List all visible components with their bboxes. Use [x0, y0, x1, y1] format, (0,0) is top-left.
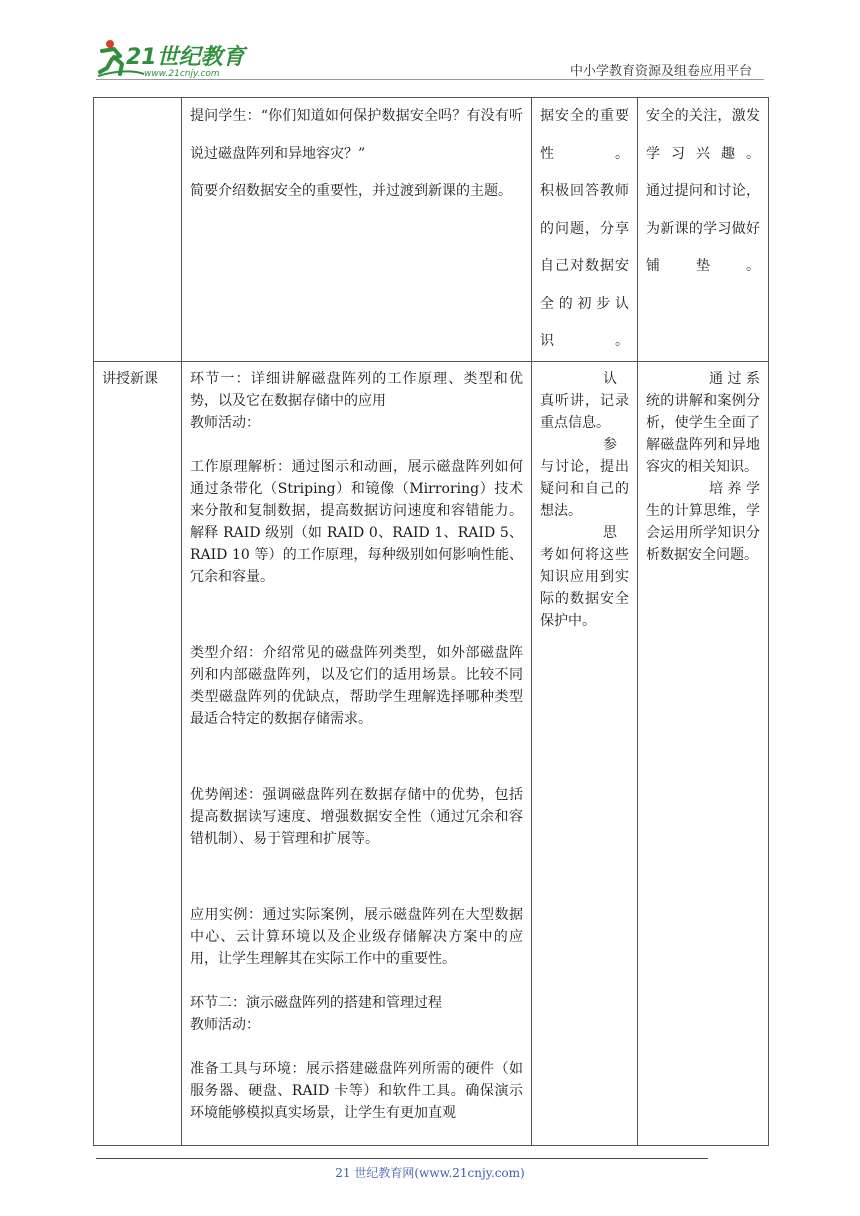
intent-text-1: 安全的关注，激发学习兴趣。	[646, 108, 760, 162]
design-intent-cell	[638, 361, 769, 1145]
teacher-activity-label-2: 教师活动：	[190, 1016, 260, 1033]
student-think: 思考如何将这些知识应用到实际的数据安全保护中。	[540, 524, 629, 629]
intent-thinking: 培养学生的计算思维，学会运用所学知识分析数据安全问题。	[646, 480, 760, 563]
prepare-paragraph: 准备工具与环境：展示搭建磁盘阵列所需的硬件（如服务器、硬盘、RAID 卡等）和软件工具。确保演示环境能够模拟真实场景，让学生有更加直观	[190, 1060, 523, 1121]
student-activity-cell	[532, 361, 638, 1145]
intro-question: 提问学生：“你们知道如何保护数据安全吗？有没有听说过磁盘阵列和异地容灾？”	[190, 108, 523, 162]
stage-cell-empty	[94, 98, 182, 362]
section-1-title: 环节一：详细讲解磁盘阵列的工作原理、类型和优势，以及它在数据存储中的应用	[190, 370, 523, 409]
teacher-activity-cell	[182, 98, 532, 362]
runner-logo-icon	[96, 38, 266, 80]
footer-text: 21 世纪教育网(www.21cnjy.com)	[335, 1166, 525, 1180]
stage-cell	[94, 361, 182, 1145]
table-row-intro	[94, 98, 769, 362]
footer-divider	[96, 1158, 708, 1159]
stage-label: 讲授新课	[102, 370, 158, 387]
lesson-plan-table	[93, 97, 769, 1146]
types-paragraph: 类型介绍：介绍常见的磁盘阵列类型，如外部磁盘阵列和内部磁盘阵列，以及它们的适用场景。比较不同类型磁盘阵列的优缺点，帮助学生理解选择哪种类型最适合特定的数据存储需求。	[190, 644, 523, 727]
logo	[96, 38, 266, 80]
student-activity-cell	[532, 98, 638, 362]
header-divider	[96, 79, 764, 80]
design-intent-cell	[638, 98, 769, 362]
intent-text-2: 通过提问和讨论，为新课的学习做好铺垫。	[646, 183, 760, 274]
teacher-activity-cell	[182, 361, 532, 1145]
teacher-activity-label-1: 教师活动：	[190, 414, 260, 431]
platform-name: 中小学教育资源及组卷应用平台	[569, 64, 752, 79]
svg-text:www.21cnjy.com: www.21cnjy.com	[144, 69, 220, 79]
examples-paragraph: 应用实例：通过实际案例，展示磁盘阵列在大型数据中心、云计算环境以及企业级存储解决方案中的应用，让学生理解其在实际工作中的重要性。	[190, 906, 523, 967]
advantages-paragraph: 优势阐述：强调磁盘阵列在数据存储中的优势，包括提高数据读写速度、增强数据安全性（通过冗余和容错机制）、易于管理和扩展等。	[190, 786, 523, 847]
table-row-new-lesson	[94, 361, 769, 1145]
intro-summary: 简要介绍数据安全的重要性，并过渡到新课的主题。	[190, 183, 512, 199]
student-discuss: 参与讨论，提出疑问和自己的想法。	[540, 436, 629, 519]
section-2-title: 环节二：演示磁盘阵列的搭建和管理过程	[190, 994, 442, 1011]
student-listen: 认真听讲，记录重点信息。	[540, 370, 629, 431]
intent-system: 通过系统的讲解和案例分析，使学生全面了解磁盘阵列和异地容灾的相关知识。	[646, 370, 760, 475]
student-text-2: 积极回答教师的问题，分享自己对数据安全的初步认识。	[540, 183, 629, 349]
principle-paragraph: 工作原理解析：通过图示和动画，展示磁盘阵列如何通过条带化（Striping）和镜像（Mirroring）技术来分散和复制数据，提高数据访问速度和容错能力。解释 RAID 级别（如 RAID 0、RAID 1、RAID 5、RAID 10 等）的工作原理，每种级别如何影响性能、冗余和容量。	[190, 458, 523, 585]
svg-text:21世纪教育: 21世纪教育	[126, 45, 245, 70]
student-text-1: 据安全的重要性。	[540, 108, 629, 162]
